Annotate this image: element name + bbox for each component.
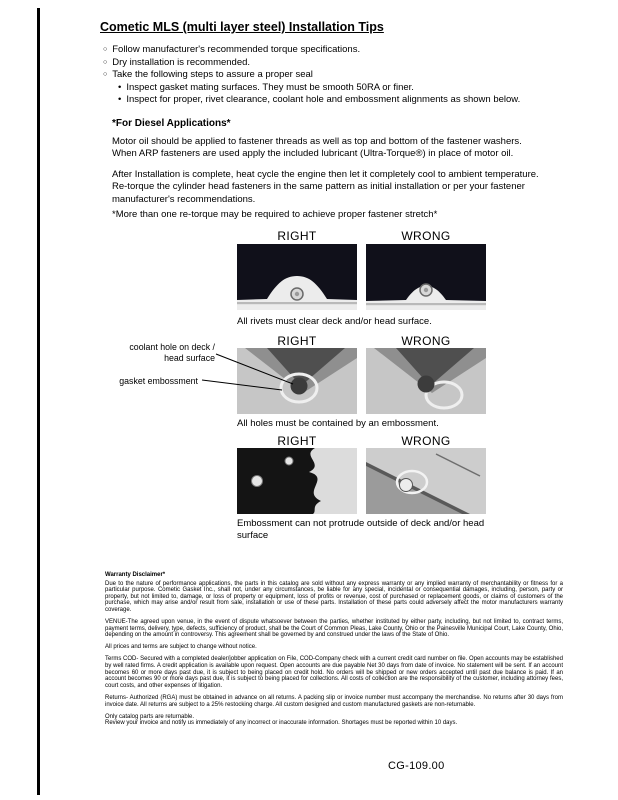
disclaimer-heading: Warranty Disclaimer* (105, 572, 166, 578)
diesel-paragraph-1: Motor oil should be applied to fastener threads as well as top and bottom of the fastener washers. When ARP fasteners are used apply the included lubricant (Ultra-Torque®) in place of motor oil. (112, 136, 522, 160)
disclaimer-paragraph: Terms COD- Secured with a completed dealer/jobber application on File, COD-Company check with a current credit card number on file. Open accounts may be established by well rated firms. A credit application is available upon request. Open accounts are due payable Net 30 days from date of invoice. No statement will be sent. If an account becomes 60 or more days past due, it is subject to being placed on credit hold. No orders will be shipped or new orders accepted until past due balance is paid. If an account becomes 90 or more days past due, it is subject to being placed for collections. All costs of collection are the responsibility of the customer, including attorney fees, court costs, and other expenses of litigation. (105, 656, 563, 689)
annotation-pointer-lines (198, 348, 298, 398)
installation-tips-list (103, 44, 539, 107)
figure-caption-rivets: All rivets must clear deck and/or head surface. (237, 316, 432, 327)
left-border-rule (37, 8, 40, 795)
figure-rivet-wrong-image (366, 244, 486, 310)
figure-embossment-wrong-image (366, 348, 486, 414)
tip-item (103, 69, 539, 82)
tip-subitem (118, 82, 539, 95)
right-label: RIGHT (277, 434, 317, 448)
page-code: CG-109.00 (388, 760, 445, 772)
diesel-applications-heading: *For Diesel Applications* (112, 118, 231, 129)
wrong-label: WRONG (401, 434, 451, 448)
open-circle-bullet-icon: ○ (103, 58, 108, 66)
wrong-label: WRONG (401, 229, 451, 243)
page-title: Cometic MLS (multi layer steel) Installation Tips (100, 20, 384, 34)
figure-protrusion-right-image (237, 448, 357, 514)
figure-rivet-right-image (237, 244, 357, 310)
annotation-coolant-hole: coolant hole on deck / head surface (129, 342, 215, 363)
open-circle-bullet-icon: ○ (103, 71, 108, 79)
disclaimer-paragraph: All prices and terms are subject to change without notice. (105, 644, 257, 651)
annotation-gasket-embossment: gasket embossment (119, 376, 198, 386)
diesel-paragraph-2: After Installation is complete, heat cycle the engine then let it completely cool to ambient temperature. Re-torque the cylinder head fasteners in the same pattern as initial installation or per your fastener manufacturer's recommendations. (112, 169, 539, 205)
filled-bullet-icon: • (118, 94, 122, 106)
tip-item (103, 57, 539, 70)
disclaimer-paragraph: Only catalog parts are returnable. (105, 713, 195, 720)
tip-text: Inspect gasket mating surfaces. They must be smooth 50RA or finer. (126, 81, 414, 93)
open-circle-bullet-icon: ○ (103, 46, 108, 53)
tip-text: Dry installation is recommended. (112, 56, 251, 68)
filled-bullet-icon: • (118, 81, 122, 93)
right-label: RIGHT (277, 229, 317, 243)
figure-caption-protrusion: Embossment can not protrude outside of deck and/or head surface (237, 518, 485, 541)
tip-text: Inspect for proper, rivet clearance, coolant hole and embossment alignments as shown below. (126, 94, 521, 106)
tip-subitem (118, 94, 539, 107)
retorque-note: *More than one re-torque may be required to achieve proper fastener stretch* (112, 209, 438, 220)
disclaimer-paragraph: Review your invoice and notify us immediately of any incorrect or inaccurate information. Shortages must be reported within 10 days. (105, 720, 458, 727)
warranty-disclaimer (105, 572, 563, 727)
tip-item (103, 44, 539, 57)
figure-protrusion-wrong-image (366, 448, 486, 514)
right-label: RIGHT (277, 334, 317, 348)
disclaimer-paragraph: Returns- Authorized (RGA) must be obtained in advance on all returns. A packing slip or invoice number must accompany the merchandise. No returns after 30 days from invoice date. All returns are subject to a 25% restocking charge. All custom designed and custom manufactured gaskets are non-returnable. (105, 694, 563, 708)
tip-text: Take the following steps to assure a proper seal (112, 69, 313, 81)
disclaimer-paragraph: VENUE-The agreed upon venue, in the event of dispute whatsoever between the parties, whether instituted by either party, including, but not limited to, contract terms, payment terms, delivery, type, defects, sufficiency of product, shall be the Court of Common Pleas, Lake County, Ohio or the Painesville Municipal Court, Lake County, Ohio, depending on the amount in controversy. This agreement shall be governed by and construed under the laws of the State of Ohio. (105, 619, 563, 639)
tip-text: Follow manufacturer's recommended torque specifications. (112, 44, 361, 55)
disclaimer-paragraph: Due to the nature of performance applications, the parts in this catalog are sold without any express warranty or any implied warranty of merchantability or fitness for a particular purpose. Cometic Gasket Inc., shall not, under any circumstances, be liable for any special, incidental or consequential damages, including, person, party or property, but not limited to, damage, or loss of property or equipment, loss of profits or revenue, cost of purchased or replacement goods, or claims of customers of the purchase, which may arise and/or result from sale, installation or use of these parts. Installation of these parts could adversely affect the motor manufacturers warranty coverage. (105, 580, 563, 613)
figure-caption-holes: All holes must be contained by an embossment. (237, 418, 439, 429)
wrong-label: WRONG (401, 334, 451, 348)
